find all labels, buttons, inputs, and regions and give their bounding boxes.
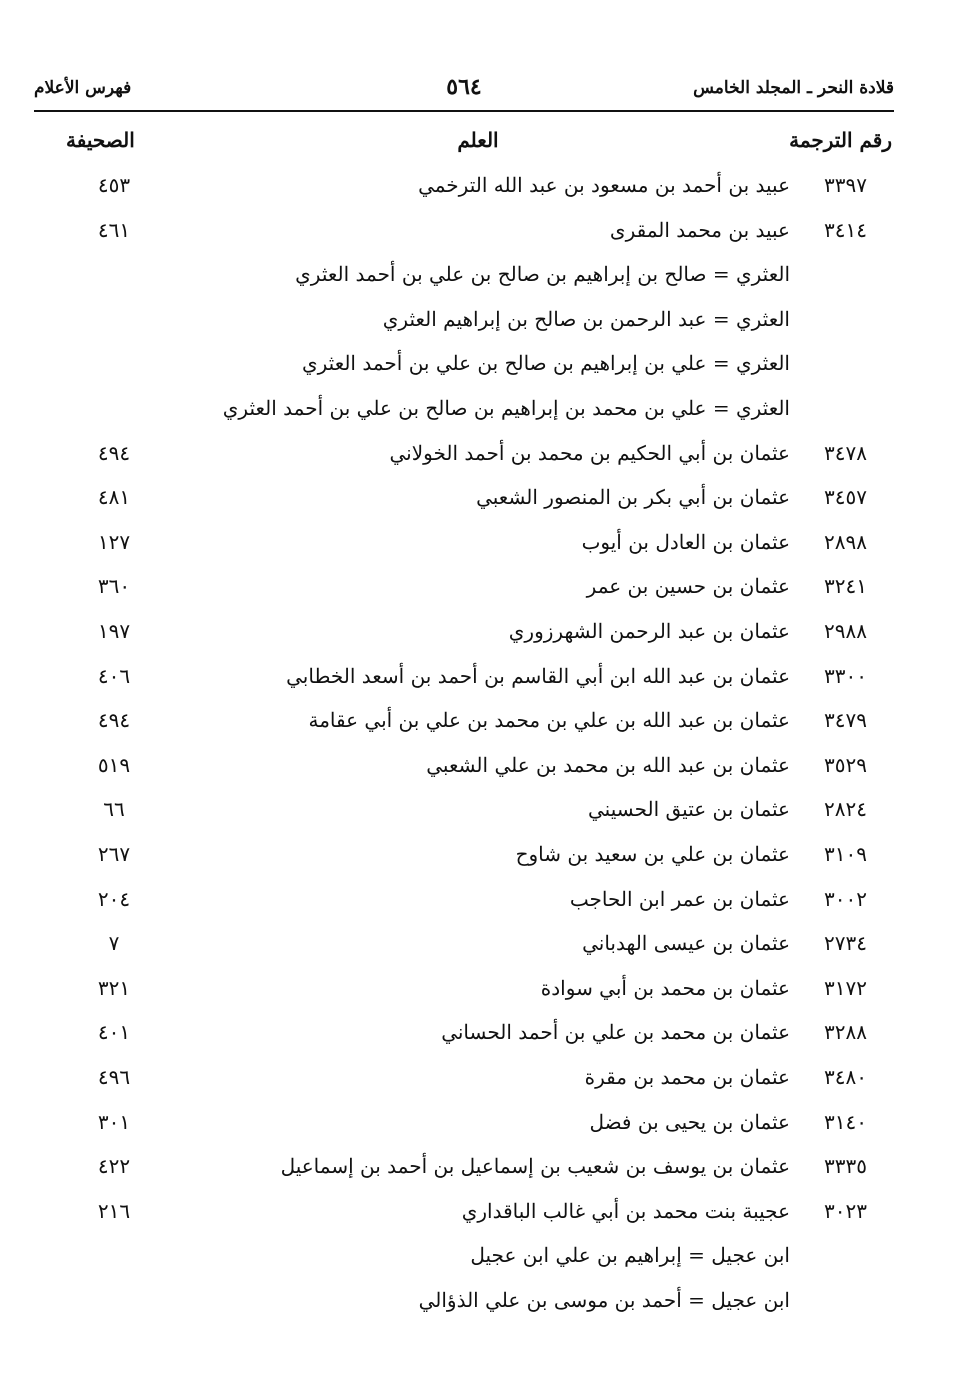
index-entry: [0, 351, 956, 395]
entry-number: ٢٩٨٨: [824, 619, 867, 643]
entry-page: ٢٦٧: [97, 842, 131, 866]
entry-name: ابن عجيل = أحمد بن موسى بن علي الذؤالي: [418, 1288, 790, 1312]
entry-number: ٣٢٨٨: [824, 1020, 867, 1045]
entry-number: ٣٠٠٢: [824, 886, 867, 911]
entry-page: ٢١٦: [97, 1198, 131, 1223]
index-entry: [0, 976, 956, 1020]
entry-page: ٥١٩: [97, 752, 131, 777]
entry-name: عثمان بن محمد بن أبي سوادة: [540, 975, 790, 1000]
section-title: فهرس الأعلام: [34, 78, 132, 98]
running-header: [34, 74, 894, 112]
entry-number: ٢٨٩٨: [824, 529, 867, 554]
entry-page: ٣٦٠: [97, 574, 131, 599]
index-entry: [0, 530, 956, 574]
entry-number: ٣٤٧٨: [824, 440, 867, 465]
index-entry: [0, 173, 956, 217]
entry-number: ٣٤٨٠: [824, 1065, 867, 1089]
entry-number: ٢٨٢٤: [824, 797, 867, 822]
entry-name: عبيد بن أحمد بن مسعود بن عبد الله الترخمي: [418, 173, 790, 197]
entry-name: عثمان بن علي بن سعيد بن شاوح: [515, 842, 790, 866]
entry-number: ٣٣٣٥: [824, 1154, 867, 1179]
index-entry: [0, 307, 956, 351]
entry-number: ٣٤٥٧: [824, 485, 867, 510]
entry-number: ٣١٤٠: [824, 1109, 867, 1134]
index-entry: [0, 1020, 956, 1064]
index-entry: [0, 262, 956, 306]
entry-name: عجيبة بنت محمد بن أبي غالب الباقداري: [461, 1198, 790, 1223]
entry-name: عثمان بن عبد الله بن محمد بن علي الشعبي: [426, 752, 790, 777]
entry-name: عثمان بن عمر ابن الحاجب: [569, 886, 790, 911]
entry-page: ٧: [108, 931, 120, 956]
entry-name: عثمان بن محمد بن علي بن أحمد الحساني: [441, 1020, 790, 1045]
entry-number: ٣٢٤١: [824, 574, 867, 599]
index-entry: [0, 664, 956, 708]
entry-name: عثمان بن عبد الرحمن الشهرزوري: [508, 619, 790, 643]
entry-name: عثمان بن محمد بن مقرة: [584, 1065, 790, 1089]
column-header-name: العلم: [457, 128, 499, 152]
entry-page: ١٩٧: [97, 619, 131, 643]
entry-page: ٤٨١: [97, 485, 131, 510]
entry-name: العثري = صالح بن إبراهيم بن صالح بن علي بن أحمد العثري: [295, 262, 790, 287]
entry-name: عثمان بن عتيق الحسيني: [587, 797, 790, 822]
index-entry: [0, 1154, 956, 1198]
entry-number: ٣٤٧٩: [824, 708, 867, 733]
entry-page: ٤٠٦: [97, 663, 131, 688]
entry-name: العثري = علي بن محمد بن إبراهيم بن صالح بن علي بن أحمد العثري: [222, 396, 790, 420]
index-entry: [0, 931, 956, 975]
entry-name: عثمان بن العادل بن أيوب: [581, 529, 790, 554]
entry-number: ٣٠٢٣: [824, 1198, 867, 1223]
index-entry: [0, 842, 956, 886]
column-header-number: رقم الترجمة: [789, 128, 892, 152]
index-entry: [0, 396, 956, 440]
entry-page: ٤٢٢: [97, 1154, 131, 1179]
entry-name: عثمان بن عبد الله ابن أبي القاسم بن أحمد بن أسعد الخطابي: [286, 663, 790, 688]
entry-name: عثمان بن عيسى الهدباني: [582, 931, 790, 956]
book-title: قلادة النحر ـ المجلد الخامس: [693, 78, 894, 98]
entry-number: ٣٣٠٠: [824, 663, 867, 688]
entry-name: العثري = علي بن إبراهيم بن صالح بن علي بن أحمد العثري: [301, 351, 790, 376]
index-entry: [0, 1199, 956, 1243]
entry-page: ٣٠١: [97, 1109, 131, 1134]
entry-page: ٤٩٤: [97, 440, 131, 465]
index-entry: [0, 441, 956, 485]
entry-number: ٣١٧٢: [824, 975, 867, 1000]
index-entry: [0, 708, 956, 752]
entry-page: ١٢٧: [97, 529, 131, 554]
entry-page: ٤٦١: [97, 217, 131, 242]
index-entry: [0, 1288, 956, 1332]
entry-name: العثري = عبد الرحمن بن صالح بن إبراهيم العثري: [382, 306, 790, 331]
entry-name: عثمان بن عبد الله بن علي بن محمد بن علي بن أبي عقامة: [308, 708, 790, 733]
index-entry: [0, 887, 956, 931]
entry-number: ٣١٠٩: [824, 842, 867, 866]
entry-name: عثمان بن يوسف بن شعيب بن إسماعيل بن أحمد بن إسماعيل: [280, 1154, 790, 1179]
entry-page: ٣٢١: [97, 975, 131, 1000]
index-entry: [0, 485, 956, 529]
column-header-page: الصحيفة: [66, 128, 135, 152]
index-entry: [0, 1243, 956, 1287]
entry-name: ابن عجيل = إبراهيم بن علي ابن عجيل: [470, 1243, 790, 1268]
entry-page: ٦٦: [103, 797, 125, 822]
entry-number: ٣٥٢٩: [824, 752, 867, 777]
entry-number: ٣٣٩٧: [824, 173, 867, 197]
entry-name: عبيد بن محمد المقرى: [609, 217, 790, 242]
index-entry: [0, 1110, 956, 1154]
index-entry: [0, 619, 956, 663]
entry-number: ٣٤١٤: [824, 217, 867, 242]
entry-page: ٢٠٤: [97, 886, 131, 911]
index-entry: [0, 1065, 956, 1109]
entry-page: ٤٩٦: [97, 1065, 131, 1089]
index-entry: [0, 797, 956, 841]
index-entry: [0, 574, 956, 618]
page-number: ٥٦٤: [446, 74, 482, 100]
entry-page: ٤٥٣: [97, 173, 131, 197]
entry-page: ٤٠١: [97, 1020, 131, 1045]
entry-number: ٢٧٣٤: [824, 931, 867, 956]
entry-name: عثمان بن يحيى بن فضل: [589, 1109, 790, 1134]
entry-name: عثمان بن أبي بكر بن المنصور الشعبي: [476, 485, 790, 510]
entry-page: ٤٩٤: [97, 708, 131, 733]
index-entry: [0, 753, 956, 797]
entry-name: عثمان بن أبي الحكيم بن محمد بن أحمد الخولاني: [389, 440, 790, 465]
index-entry: [0, 218, 956, 262]
entry-name: عثمان بن حسين بن عمر: [586, 574, 790, 599]
